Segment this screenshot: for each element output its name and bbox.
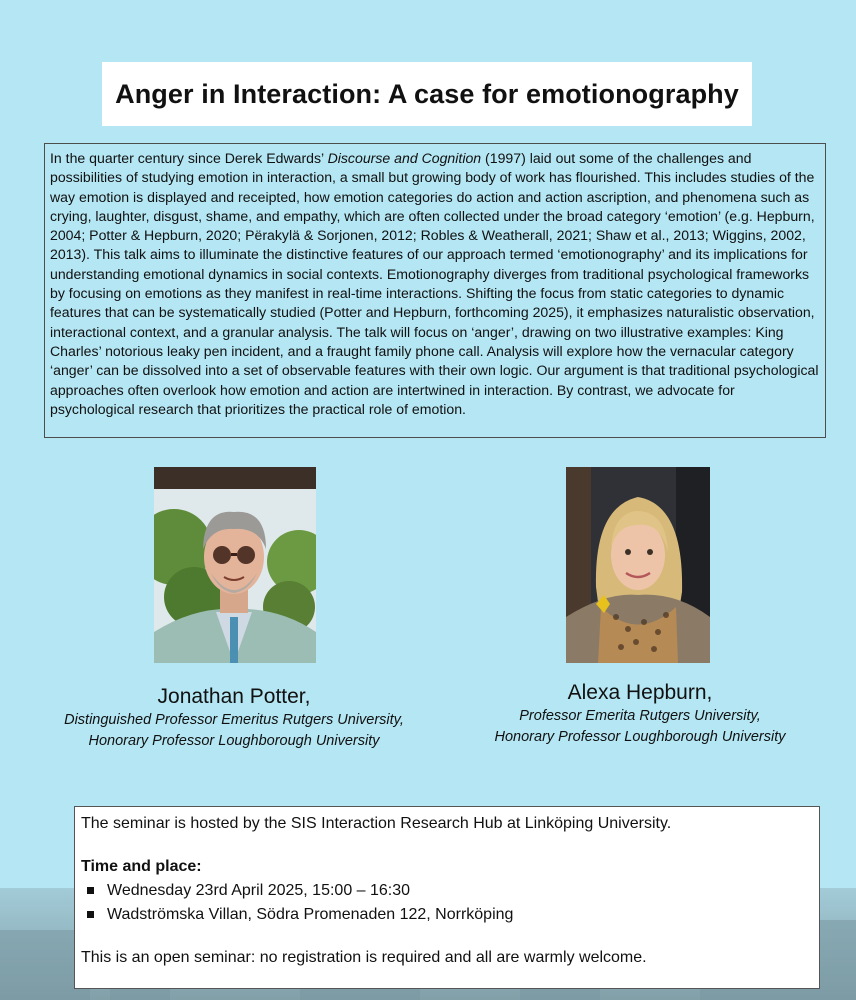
poster-title: Anger in Interaction: A case for emotionography bbox=[115, 78, 739, 109]
speaker-potter bbox=[24, 684, 444, 752]
bullet-icon bbox=[87, 911, 94, 918]
list-item bbox=[81, 903, 813, 927]
seminar-info-box bbox=[74, 806, 820, 989]
speaker-name: Alexa Hepburn, bbox=[567, 681, 713, 704]
speaker-role: Honorary Professor Loughborough University bbox=[88, 733, 380, 749]
time-place-heading: Time and place: bbox=[81, 858, 202, 875]
list-item bbox=[81, 879, 813, 903]
seminar-date: Wednesday 23rd April 2025, 15:00 – 16:30 bbox=[107, 882, 411, 899]
open-seminar-note: This is an open seminar: no registration is required and all are warmly welcome. bbox=[81, 949, 647, 966]
abstract-box bbox=[44, 143, 826, 438]
time-place-list bbox=[81, 879, 813, 927]
speaker-role: Professor Emerita Rutgers University, bbox=[519, 708, 761, 724]
speaker-photo-hepburn bbox=[566, 467, 710, 663]
abstract-text bbox=[50, 149, 820, 419]
title-box bbox=[102, 62, 752, 126]
speaker-role: Distinguished Professor Emeritus Rutgers University, bbox=[64, 712, 404, 728]
speaker-name: Jonathan Potter, bbox=[157, 685, 311, 708]
abstract-part-2: (1997) laid out some of the challenges and possibilities of studying emotion in interaction, a small but growing body of work has flourished. This includes studies of the way emotion is displayed and receipted, how emotion categories do action and action ascription, and phenomena such as crying, laughter, disgust, shame, and empathy, which are often collected under the broad category ‘emotion’ (e.g. Hepburn, 2004; Potter & Hepburn, 2020; Përakylä & Sorjonen, 2012; Robles & Weatherall, 2021; Shaw et al., 2013; Wiggins, 2002, 2013). This talk aims to illuminate the distinctive features of our approach termed ‘emotionography’ and its implications for understanding emotional dynamics in social contexts. Emotionography diverges from traditional psychological frameworks by focusing on emotions as they manifest in real-time interactions. Shifting the focus from static categories to dynamic features that can be systematically studied (Potter and Hepburn, forthcoming 2025), it emphasizes naturalistic observation, interactional context, and a granular analysis. The talk will focus on ‘anger’, drawing on two illustrative examples: King Charles’ notorious leaky pen incident, and a fraught family phone call. Analysis will explore how the vernacular category ‘anger’ can be dissolved into a set of observable features with their own logic. Our argument is that traditional psychological approaches often overlook how emotion and action are intertwined in interaction. By contrast, we advocate for psychological research that prioritizes the practical role of emotion. bbox=[50, 150, 819, 417]
speaker-photo-potter bbox=[154, 467, 316, 663]
speaker-role: Honorary Professor Loughborough University bbox=[494, 729, 786, 745]
host-text: The seminar is hosted by the SIS Interaction Research Hub at Linköping University. bbox=[81, 815, 672, 832]
bullet-icon bbox=[87, 887, 94, 894]
abstract-part-1: In the quarter century since Derek Edwards’ bbox=[50, 150, 328, 166]
speaker-hepburn bbox=[440, 680, 840, 748]
seminar-venue: Wadströmska Villan, Södra Promenaden 122, Norrköping bbox=[107, 906, 514, 923]
book-title: Discourse and Cognition bbox=[327, 150, 482, 166]
